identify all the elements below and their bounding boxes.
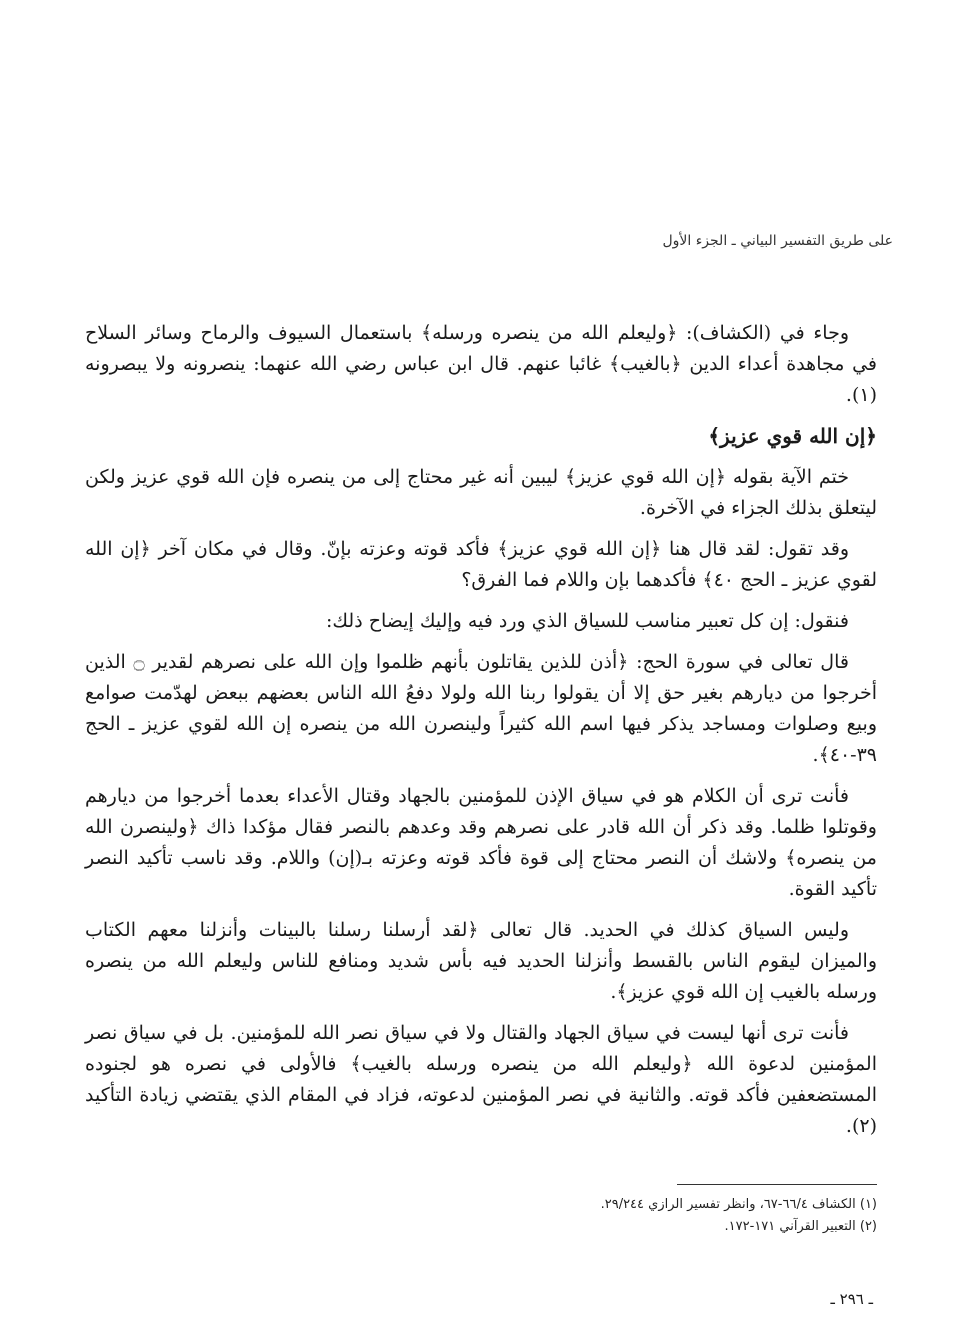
page-number: ـ ٢٩٦ ـ xyxy=(830,1290,873,1308)
running-header: على طريق التفسير البياني ـ الجزء الأول xyxy=(662,233,893,249)
paragraph-verse-ending: ختم الآية بقوله ﴿إن الله قوي عزيز﴾ ليبين أنه غير محتاج إلى من ينصره فإن الله قوي عزيز ولكن ليتعلق بذلك الجزاء في الآخرة. xyxy=(85,466,877,519)
paragraph-hajj-context: فأنت ترى أن الكلام هو في سياق الإذن للمؤمنين بالجهاد وقتال الأعداء بعدما أخرجوا من ديارهم وقوتلوا ظلما. وقد ذكر أن الله قادر على نصرهم وقد وعدهم بالنصر فقال مؤكدا ذاك ﴿ولينصرن الله من ينصره﴾ ولاشك أن النصر محتاج إلى قوة فأكد قوته وعزته بـ(إن) واللام. وقد ناسب تأكيد النصر تأكيد القوة. xyxy=(85,785,877,900)
paragraph-hajj-verse: قال تعالى في سورة الحج: ﴿أذن للذين يقاتلون بأنهم ظلموا وإن الله على نصرهم لقدير ۝ الذين أخرجوا من ديارهم بغير حق إلا أن يقولوا ربنا الله ولولا دفعُ الله الناس بعضهم ببعض لهدّمت صوامع وبيع وصلوات ومساجد يذكر فيها اسم الله كثيراً ولينصرن الله من ينصره إن الله لقوي عزيز ـ الحج ٣٩-٤٠﴾. xyxy=(85,651,877,766)
main-text xyxy=(85,318,877,1152)
footnote-divider xyxy=(677,1184,877,1185)
paragraph-hadid-context: وليس السياق كذلك في الحديد. قال تعالى ﴿لقد أرسلنا رسلنا بالبينات وأنزلنا معهم الكتاب والميزان ليقوم الناس بالقسط وأنزلنا الحديد فيه بأس شديد ومنافع للناس وليعلم الله من ينصره ورسله بالغيب إن الله قوي عزيز﴾. xyxy=(85,919,877,1003)
footnote-2: (٢) التعبير القرآني ١٧١-١٧٢. xyxy=(724,1219,877,1234)
footnote-1: (١) الكشاف ٦٦/٤-٦٧، وانظر تفسير الرازي ٢٩/٢٤٤. xyxy=(600,1197,877,1212)
paragraph-kashshaf-quote: وجاء في (الكشاف): ﴿وليعلم الله من ينصره ورسله﴾ باستعمال السيوف والرماح وسائر السلاح في مجاهدة أعداء الدين ﴿بالغيب﴾ غائبا عنهم. قال ابن عباس رضي الله عنهما: ينصرونه ولا يبصرونه (١). xyxy=(85,322,877,406)
footnotes xyxy=(85,1194,877,1238)
paragraph-question: وقد تقول: لقد قال هنا ﴿إن الله قوي عزيز﴾ فأكد قوته وعزته بإنّ. وقال في مكان آخر ﴿إن الله لقوي عزيز ـ الحج ٤٠﴾ فأكدهما بإن واللام فما الفرق؟ xyxy=(85,538,877,591)
paragraph-conclusion: فأنت ترى أنها ليست في سياق الجهاد والقتال ولا في سياق نصر الله للمؤمنين. بل في سياق نصر المؤمنين لدعوة الله ﴿وليعلم الله من ينصره ورسله بالغيب﴾ فالأولى في نصره هو لجنوده المستضعفين فأكد قوته. والثانية في نصر المؤمنين لدعوته، فزاد في المقام الذي يقتضي زيادة التأكيد (٢). xyxy=(85,1022,877,1137)
section-heading: ﴿إن الله قوي عزيز﴾ xyxy=(708,424,877,448)
paragraph-answer-intro: فنقول: إن كل تعبير مناسب للسياق الذي ورد فيه وإليك إيضاح ذلك: xyxy=(325,610,849,632)
